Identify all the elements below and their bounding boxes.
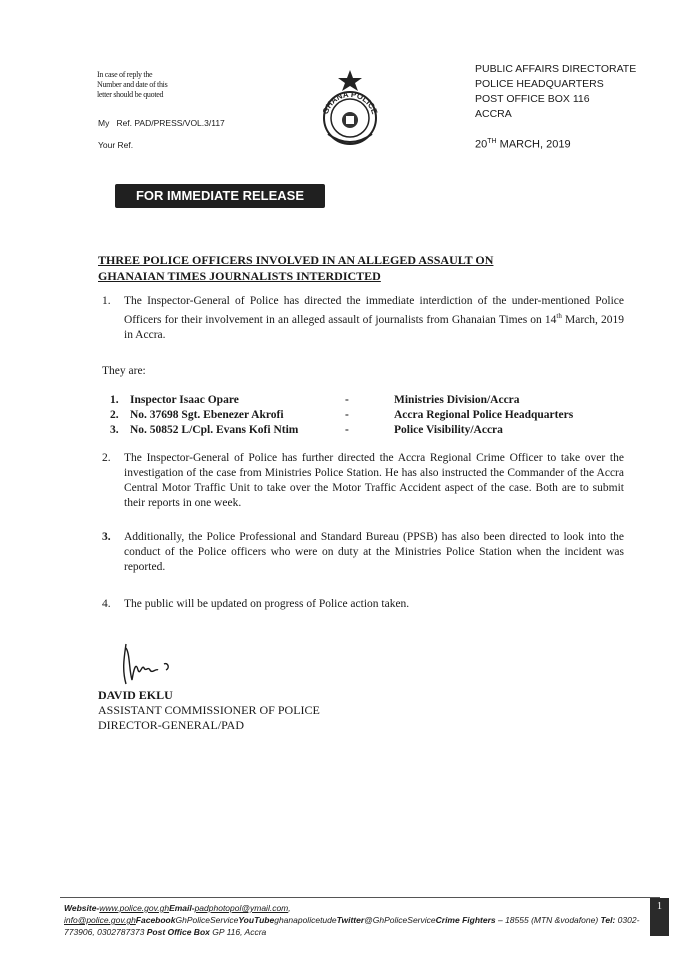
signature <box>112 640 192 690</box>
email-link[interactable]: info@police.gov.gh <box>64 915 136 925</box>
signatory-name: DAVID EKLU <box>98 688 173 702</box>
police-crest-icon <box>310 68 390 148</box>
signatory-department: DIRECTOR-GENERAL/PAD <box>98 718 245 732</box>
svg-text:GHANA POLICE: GHANA POLICE <box>320 89 380 116</box>
they-are-label: They are: <box>102 365 146 377</box>
immediate-release-banner: FOR IMMEDIATE RELEASE <box>115 184 325 208</box>
my-ref: My Ref. PAD/PRESS/VOL.3/117 <box>98 118 225 128</box>
signatory-title: ASSISTANT COMMISSIONER OF POLICE <box>98 703 320 717</box>
letter-date: 20TH MARCH, 2019 <box>475 138 571 151</box>
email-link[interactable]: padphotopol@ymail.com <box>194 903 289 913</box>
footer-contacts: Website-www.police.gov.ghEmail-padphotopol@ymail.com, info@police.gov.ghFacebookGhPoliceServiceYouTubeghanapolicetudeTwitter@GhPoliceServiceCrime Fighters – 18555 (MTN &vodafone) Tel: 0302-773906, 0302787373 Post Office Box GP 116, Accra <box>64 903 640 937</box>
ghana-police-emblem <box>310 68 390 148</box>
footer-divider <box>60 897 660 898</box>
headline: THREE POLICE OFFICERS INVOLVED IN AN ALLEGED ASSAULT ON GHANAIAN TIMES JOURNALISTS INTERDICTED <box>98 253 494 283</box>
your-ref: Your Ref. <box>98 140 134 150</box>
address-block: PUBLIC AFFAIRS DIRECTORATE POLICE HEADQUARTERS POST OFFICE BOX 116 ACCRA <box>475 63 637 120</box>
website-link[interactable]: www.police.gov.gh <box>99 903 170 913</box>
page-number: 1 <box>650 898 669 936</box>
reply-note: In case of reply the Number and date of this letter should be quoted <box>97 70 168 99</box>
